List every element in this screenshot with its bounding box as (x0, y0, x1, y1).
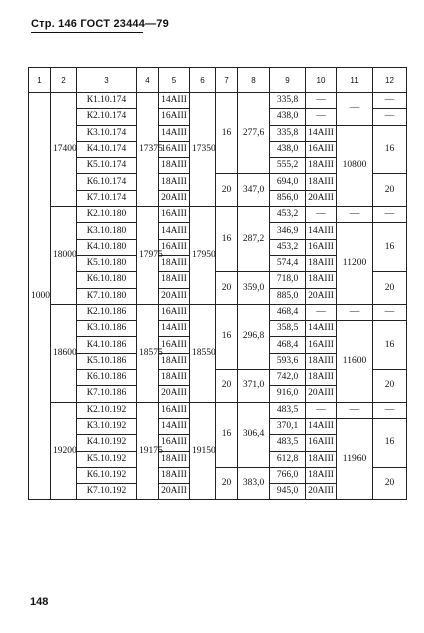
rebar-cell: 18АIII (159, 353, 190, 369)
value-cell: 16 (373, 223, 407, 272)
page-header (31, 18, 169, 33)
column-header: 10 (306, 68, 337, 93)
rebar-cell: 18АIII (306, 255, 337, 271)
value-cell: 16 (216, 402, 238, 467)
mark-cell: К2.10.186 (77, 304, 137, 320)
rebar-cell: 14АIII (159, 223, 190, 239)
mark-cell: К4.10.192 (77, 435, 137, 451)
rebar-cell: 14АIII (306, 125, 337, 141)
mark-cell: К4.10.180 (77, 239, 137, 255)
rebar-cell: 20АIII (306, 484, 337, 500)
rebar-cell: 18АIII (159, 255, 190, 271)
rebar-cell: 16АIII (159, 207, 190, 223)
length-cell: 19175 (137, 402, 159, 500)
diameter-cell: 1000 (29, 93, 51, 500)
rebar-cell: 16АIII (306, 239, 337, 255)
mark-cell: К2.10.180 (77, 207, 137, 223)
mass-cell: 612,8 (270, 451, 306, 467)
value-cell: 20 (216, 272, 238, 305)
mass-cell: 370,1 (270, 418, 306, 434)
value-cell: 16 (373, 125, 407, 174)
mark-cell: К6.10.174 (77, 174, 137, 190)
column-header: 7 (216, 68, 238, 93)
rebar-cell: 14АIII (159, 321, 190, 337)
rebar-cell: 16АIII (159, 402, 190, 418)
mass-cell: 483,5 (270, 402, 306, 418)
rebar-cell: 16АIII (306, 141, 337, 157)
column-header: 8 (238, 68, 270, 93)
mark-cell: К2.10.174 (77, 109, 137, 125)
value-cell: 11600 (337, 321, 373, 402)
rebar-cell: 20АIII (159, 386, 190, 402)
value-cell: — (373, 402, 407, 418)
value-cell: 287,2 (238, 207, 270, 272)
rebar-cell: 16АIII (159, 239, 190, 255)
value-cell: 16 (216, 93, 238, 174)
mark-cell: К3.10.174 (77, 125, 137, 141)
column-header: 11 (337, 68, 373, 93)
mass-cell: 766,0 (270, 467, 306, 483)
mass-cell: 574,4 (270, 255, 306, 271)
value-cell: — (337, 93, 373, 126)
length-cell: 18000 (51, 207, 77, 305)
rebar-cell: 16АIII (306, 337, 337, 353)
mark-cell: К5.10.174 (77, 158, 137, 174)
table-row (29, 93, 407, 109)
mass-cell: 453,2 (270, 239, 306, 255)
column-header: 5 (159, 68, 190, 93)
value-cell: 11200 (337, 223, 373, 304)
rebar-cell: 18АIII (306, 451, 337, 467)
value-cell: — (373, 304, 407, 320)
rebar-cell: 18АIII (159, 272, 190, 288)
mark-cell: К6.10.180 (77, 272, 137, 288)
mass-cell: 335,8 (270, 93, 306, 109)
mark-cell: К7.10.186 (77, 386, 137, 402)
rebar-cell: 20АIII (306, 288, 337, 304)
length-cell: 17950 (190, 207, 216, 305)
column-header: 2 (51, 68, 77, 93)
rebar-cell: — (306, 402, 337, 418)
length-cell: 17400 (51, 93, 77, 207)
value-cell: 20 (216, 174, 238, 207)
length-cell: 17375 (137, 93, 159, 207)
value-cell: 20 (373, 370, 407, 403)
rebar-cell: 18АIII (159, 451, 190, 467)
value-cell: 20 (373, 467, 407, 500)
mass-cell: 346,9 (270, 223, 306, 239)
rebar-cell: 18АIII (159, 467, 190, 483)
table-row (29, 207, 407, 223)
rebar-cell: 16АIII (159, 109, 190, 125)
value-cell: 347,0 (238, 174, 270, 207)
rebar-cell: 16АIII (159, 337, 190, 353)
value-cell: 306,4 (238, 402, 270, 467)
mark-cell: К5.10.180 (77, 255, 137, 271)
length-cell: 17350 (190, 93, 216, 207)
header-row (29, 68, 407, 93)
mass-cell: 335,8 (270, 125, 306, 141)
mark-cell: К6.10.186 (77, 370, 137, 386)
mass-cell: 718,0 (270, 272, 306, 288)
value-cell: 16 (373, 418, 407, 467)
length-cell: 19200 (51, 402, 77, 500)
rebar-cell: 20АIII (159, 288, 190, 304)
mark-cell: К4.10.186 (77, 337, 137, 353)
rebar-cell: 16АIII (159, 435, 190, 451)
spec-table (28, 67, 407, 500)
rebar-cell: 20АIII (159, 484, 190, 500)
value-cell: — (337, 207, 373, 223)
value-cell: 20 (373, 272, 407, 305)
rebar-cell: — (306, 93, 337, 109)
rebar-cell: 18АIII (159, 174, 190, 190)
value-cell: 16 (216, 304, 238, 369)
table-row (29, 304, 407, 320)
mark-cell: К3.10.192 (77, 418, 137, 434)
mass-cell: 453,2 (270, 207, 306, 223)
value-cell: 383,0 (238, 467, 270, 500)
column-header: 4 (137, 68, 159, 93)
value-cell: 16 (216, 207, 238, 272)
rebar-cell: — (306, 304, 337, 320)
rebar-cell: 18АIII (306, 353, 337, 369)
column-header: 9 (270, 68, 306, 93)
value-cell: — (373, 207, 407, 223)
length-cell: 18550 (190, 304, 216, 402)
mark-cell: К1.10.174 (77, 93, 137, 109)
value-cell: 20 (216, 370, 238, 403)
rebar-cell: — (306, 109, 337, 125)
value-cell: — (337, 304, 373, 320)
rebar-cell: 14АIII (306, 321, 337, 337)
mark-cell: К3.10.186 (77, 321, 137, 337)
mass-cell: 555,2 (270, 158, 306, 174)
mass-cell: 483,5 (270, 435, 306, 451)
length-cell: 18600 (51, 304, 77, 402)
mass-cell: 438,0 (270, 109, 306, 125)
value-cell: — (373, 109, 407, 125)
value-cell: 277,6 (238, 93, 270, 174)
rebar-cell: 18АIII (306, 174, 337, 190)
rebar-cell: 14АIII (306, 223, 337, 239)
value-cell: 359,0 (238, 272, 270, 305)
mass-cell: 438,0 (270, 141, 306, 157)
value-cell: 10800 (337, 125, 373, 206)
mass-cell: 742,0 (270, 370, 306, 386)
value-cell: — (337, 402, 373, 418)
page-number: 148 (30, 596, 49, 608)
rebar-cell: 20АIII (159, 190, 190, 206)
length-cell: 18575 (137, 304, 159, 402)
column-header: 6 (190, 68, 216, 93)
header-rule (31, 32, 143, 33)
value-cell: 20 (216, 467, 238, 500)
rebar-cell: 14АIII (159, 93, 190, 109)
table-row (29, 402, 407, 418)
rebar-cell: 16АIII (306, 435, 337, 451)
column-header: 3 (77, 68, 137, 93)
value-cell: — (373, 93, 407, 109)
rebar-cell: 14АIII (159, 125, 190, 141)
rebar-cell: 18АIII (306, 467, 337, 483)
rebar-cell: 18АIII (159, 158, 190, 174)
mass-cell: 468,4 (270, 337, 306, 353)
mark-cell: К3.10.180 (77, 223, 137, 239)
value-cell: 20 (373, 174, 407, 207)
mass-cell: 916,0 (270, 386, 306, 402)
mark-cell: К5.10.186 (77, 353, 137, 369)
value-cell: 371,0 (238, 370, 270, 403)
value-cell: 296,8 (238, 304, 270, 369)
mass-cell: 358,5 (270, 321, 306, 337)
rebar-cell: 20АIII (306, 386, 337, 402)
length-cell: 17975 (137, 207, 159, 305)
mark-cell: К7.10.180 (77, 288, 137, 304)
mass-cell: 593,6 (270, 353, 306, 369)
rebar-cell: 18АIII (306, 158, 337, 174)
value-cell: 16 (373, 321, 407, 370)
mark-cell: К2.10.192 (77, 402, 137, 418)
length-cell: 19150 (190, 402, 216, 500)
mass-cell: 945,0 (270, 484, 306, 500)
mass-cell: 694,0 (270, 174, 306, 190)
column-header: 12 (373, 68, 407, 93)
rebar-cell: 18АIII (306, 370, 337, 386)
header-text: Стр. 146 ГОСТ 23444—79 (31, 18, 169, 30)
rebar-cell: 20АIII (306, 190, 337, 206)
mark-cell: К7.10.174 (77, 190, 137, 206)
column-header: 1 (29, 68, 51, 93)
mark-cell: К6.10.192 (77, 467, 137, 483)
mark-cell: К5.10.192 (77, 451, 137, 467)
rebar-cell: 16АIII (159, 141, 190, 157)
rebar-cell: 18АIII (306, 272, 337, 288)
mark-cell: К4.10.174 (77, 141, 137, 157)
mark-cell: К7.10.192 (77, 484, 137, 500)
rebar-cell: 14АIII (306, 418, 337, 434)
rebar-cell: 16АIII (159, 304, 190, 320)
mass-cell: 856,0 (270, 190, 306, 206)
mass-cell: 885,0 (270, 288, 306, 304)
rebar-cell: 14АIII (159, 418, 190, 434)
value-cell: 11960 (337, 418, 373, 499)
rebar-cell: 18АIII (159, 370, 190, 386)
mass-cell: 468,4 (270, 304, 306, 320)
rebar-cell: — (306, 207, 337, 223)
